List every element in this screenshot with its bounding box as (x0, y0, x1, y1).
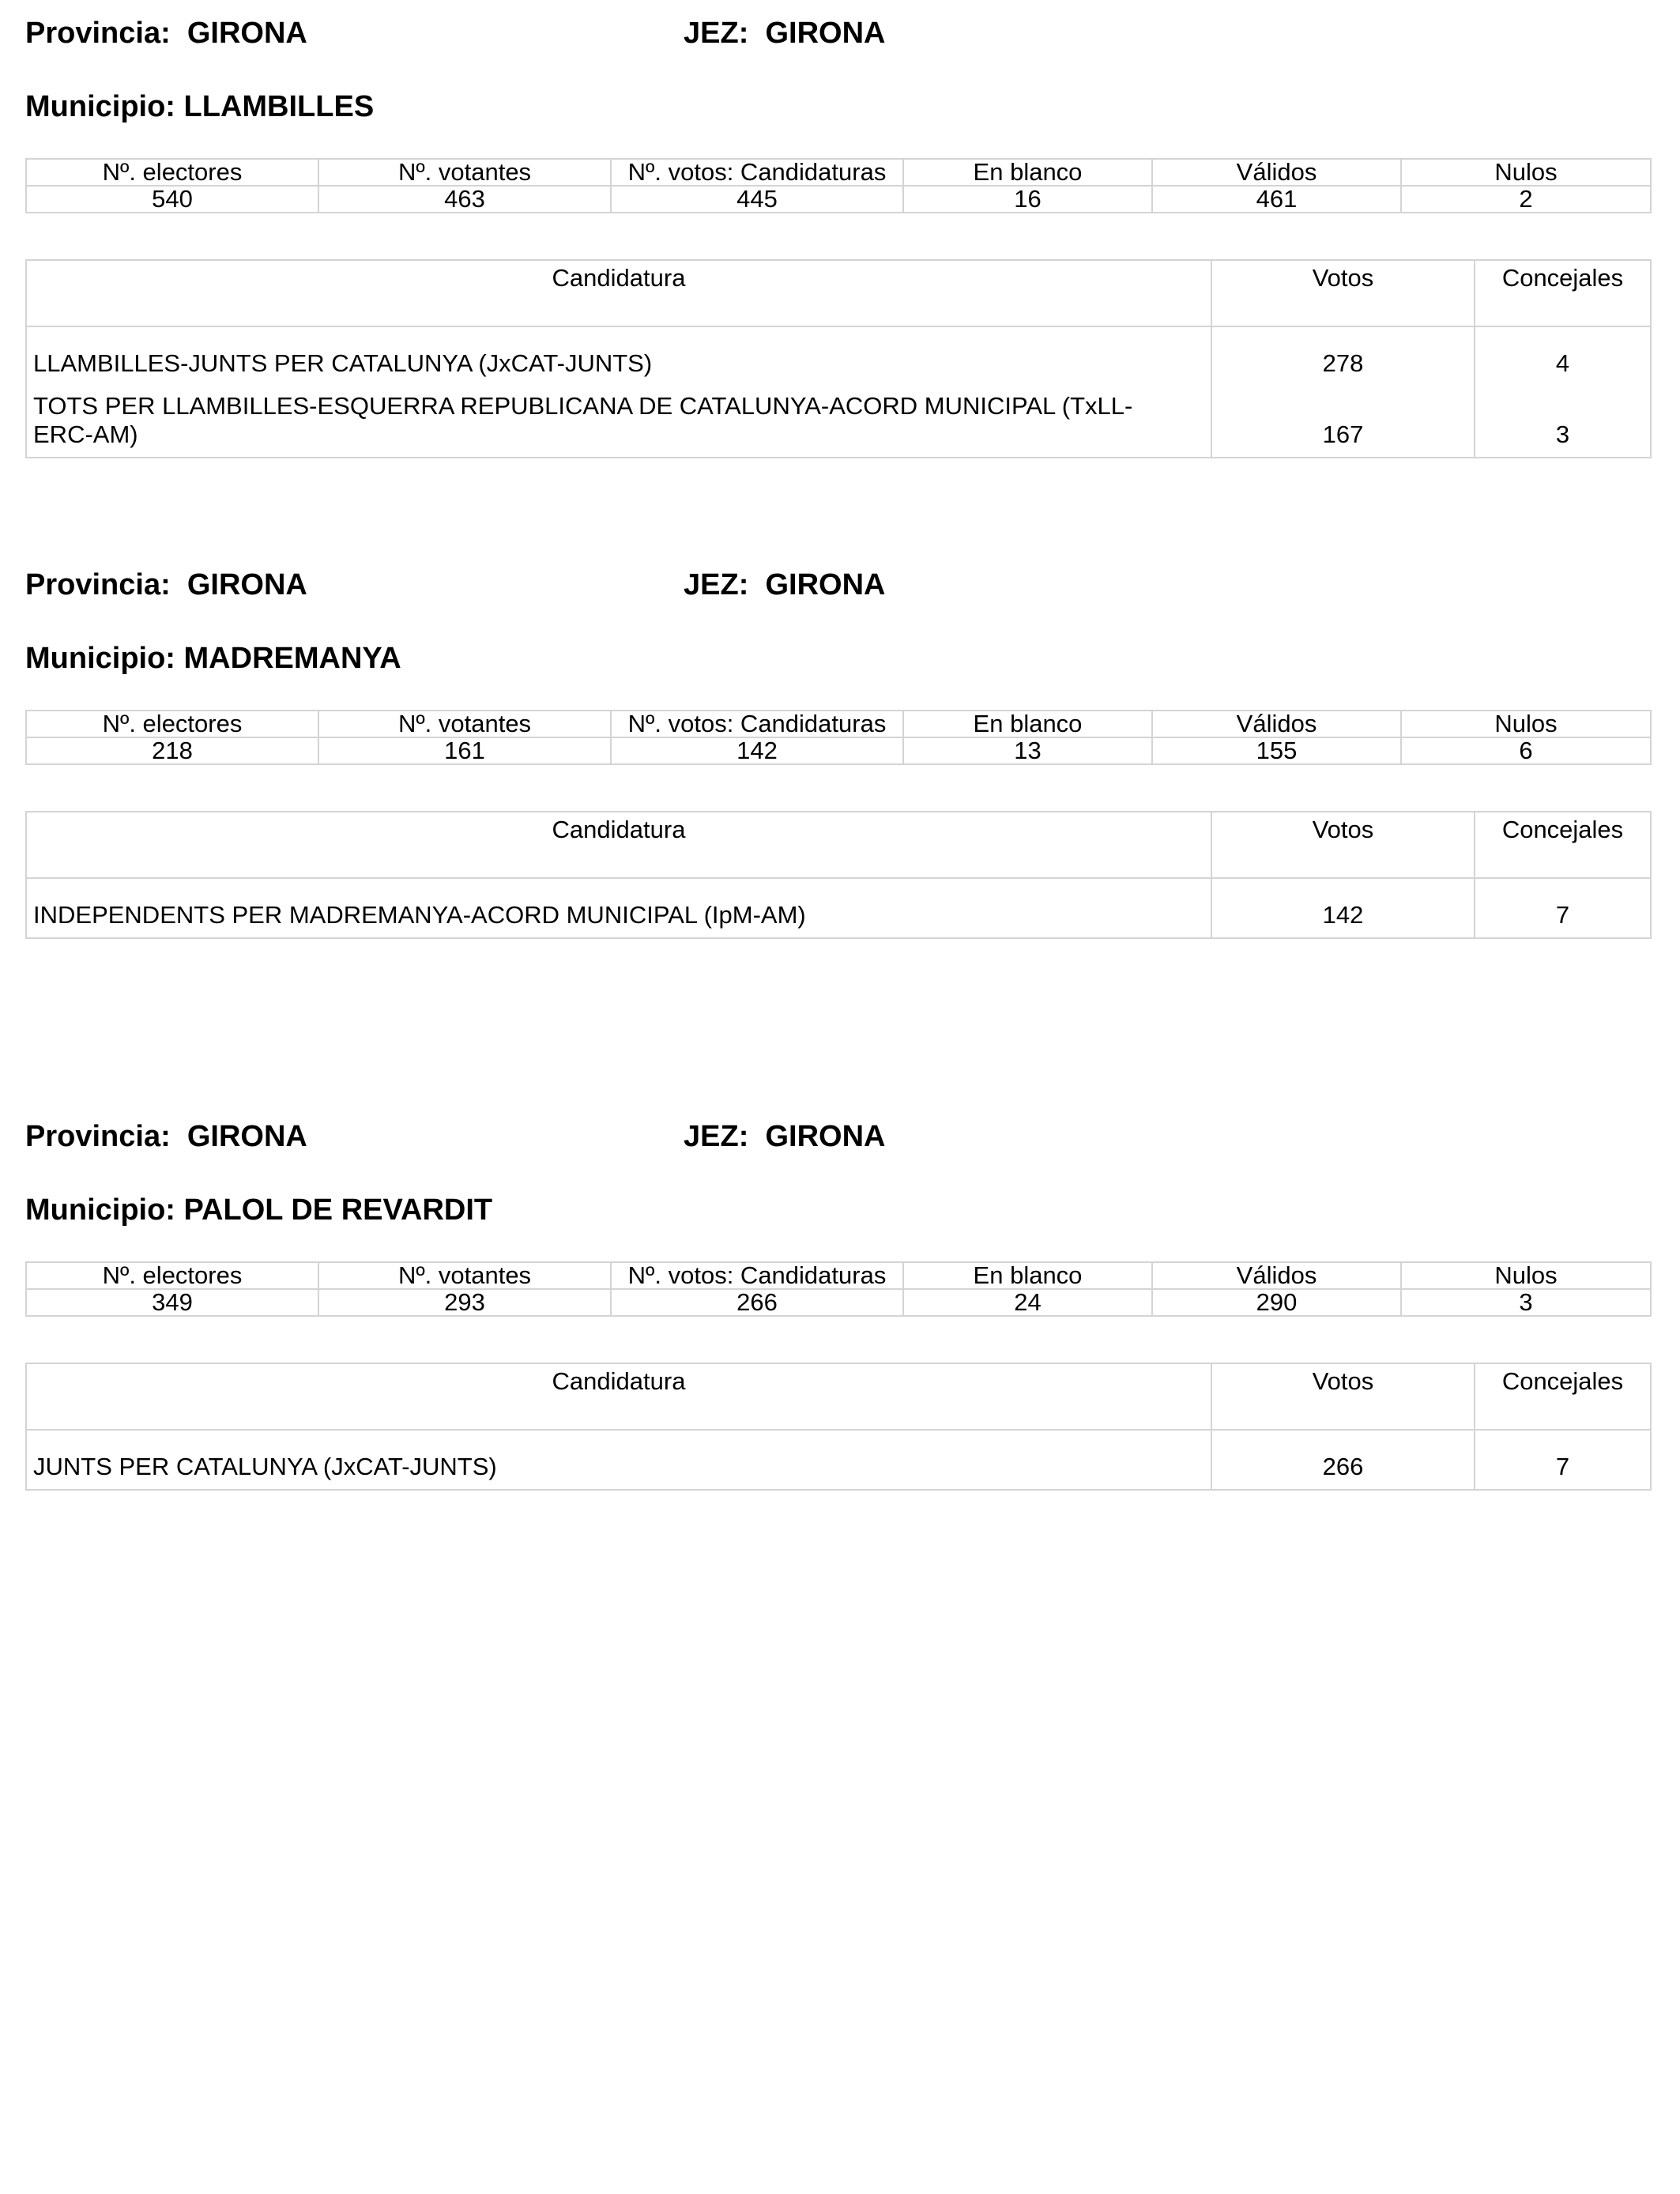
municipio-label: Municipio: (25, 1193, 175, 1227)
stats-header-en-blanco: En blanco (903, 711, 1152, 737)
stats-header-votos-candidaturas: Nº. votos: Candidaturas (611, 159, 903, 186)
cand-concejales: 4 (1475, 326, 1651, 386)
provincia-value: GIRONA (186, 17, 307, 50)
stats-header-votos-candidaturas: Nº. votos: Candidaturas (611, 711, 903, 737)
jez-line (684, 1119, 885, 1154)
stats-table (25, 710, 1652, 765)
jez-label: JEZ: (684, 17, 749, 50)
provincia-value: GIRONA (186, 1120, 307, 1153)
stats-value-electores: 349 (26, 1289, 318, 1316)
provincia-label: Provincia: (25, 17, 171, 50)
cand-name: INDEPENDENTS PER MADREMANYA-ACORD MUNICIPAL (IpM-AM) (26, 878, 1211, 938)
provincia-value: GIRONA (186, 568, 307, 601)
stats-header-nulos: Nulos (1401, 159, 1651, 186)
provincia-label: Provincia: (25, 1120, 171, 1153)
stats-value-nulos: 6 (1401, 737, 1651, 764)
cand-header-candidatura: Candidatura (26, 260, 1211, 326)
stats-table (25, 1261, 1652, 1317)
candidaturas-table (25, 811, 1652, 939)
municipio-value: LLAMBILLES (183, 90, 375, 123)
cand-header-candidatura: Candidatura (26, 1363, 1211, 1430)
jez-value: GIRONA (765, 1120, 886, 1153)
stats-value-votantes: 463 (318, 186, 611, 213)
municipio-line (25, 641, 401, 676)
cand-header-votos: Votos (1211, 260, 1475, 326)
cand-concejales: 7 (1475, 878, 1651, 938)
stats-header-en-blanco: En blanco (903, 159, 1152, 186)
stats-value-row (26, 737, 1651, 764)
stats-header-row (26, 711, 1651, 737)
jez-value: GIRONA (765, 17, 886, 50)
cand-header-concejales: Concejales (1475, 260, 1651, 326)
stats-value-votos-candidaturas: 266 (611, 1289, 903, 1316)
stats-header-nulos: Nulos (1401, 1262, 1651, 1289)
cand-votos: 266 (1211, 1430, 1475, 1490)
cand-votos: 167 (1211, 386, 1475, 458)
cand-header-row (26, 812, 1651, 878)
stats-header-votantes: Nº. votantes (318, 711, 611, 737)
stats-value-votos-candidaturas: 142 (611, 737, 903, 764)
stats-header-votos-candidaturas: Nº. votos: Candidaturas (611, 1262, 903, 1289)
stats-header-row (26, 1262, 1651, 1289)
cand-name: LLAMBILLES-JUNTS PER CATALUNYA (JxCAT-JUNTS) (26, 326, 1211, 386)
stats-header-row (26, 159, 1651, 186)
stats-header-nulos: Nulos (1401, 711, 1651, 737)
jez-label: JEZ: (684, 568, 749, 601)
provincia-line (25, 1119, 307, 1154)
provincia-line (25, 567, 307, 602)
stats-value-en-blanco: 13 (903, 737, 1152, 764)
cand-row (26, 386, 1651, 458)
stats-value-validos: 155 (1152, 737, 1401, 764)
stats-header-validos: Válidos (1152, 159, 1401, 186)
stats-header-electores: Nº. electores (26, 159, 318, 186)
stats-value-validos: 461 (1152, 186, 1401, 213)
jez-value: GIRONA (765, 568, 886, 601)
stats-header-validos: Válidos (1152, 1262, 1401, 1289)
stats-header-electores: Nº. electores (26, 711, 318, 737)
stats-value-nulos: 3 (1401, 1289, 1651, 1316)
stats-value-votantes: 161 (318, 737, 611, 764)
stats-header-en-blanco: En blanco (903, 1262, 1152, 1289)
cand-name: TOTS PER LLAMBILLES-ESQUERRA REPUBLICANA DE CATALUNYA-ACORD MUNICIPAL (TxLL-ERC-AM) (26, 386, 1211, 458)
stats-header-validos: Válidos (1152, 711, 1401, 737)
cand-header-votos: Votos (1211, 1363, 1475, 1430)
stats-table (25, 158, 1652, 213)
stats-value-electores: 218 (26, 737, 318, 764)
cand-header-votos: Votos (1211, 812, 1475, 878)
municipio-value: MADREMANYA (183, 642, 401, 675)
municipio-value: PALOL DE REVARDIT (183, 1193, 493, 1227)
stats-value-row (26, 186, 1651, 213)
cand-row (26, 326, 1651, 386)
cand-header-candidatura: Candidatura (26, 812, 1211, 878)
cand-header-concejales: Concejales (1475, 1363, 1651, 1430)
stats-value-votos-candidaturas: 445 (611, 186, 903, 213)
cand-row (26, 878, 1651, 938)
stats-value-en-blanco: 16 (903, 186, 1152, 213)
jez-line (684, 567, 885, 602)
municipio-label: Municipio: (25, 642, 175, 675)
stats-value-electores: 540 (26, 186, 318, 213)
stats-value-nulos: 2 (1401, 186, 1651, 213)
cand-header-concejales: Concejales (1475, 812, 1651, 878)
stats-value-votantes: 293 (318, 1289, 611, 1316)
stats-value-en-blanco: 24 (903, 1289, 1152, 1316)
cand-votos: 142 (1211, 878, 1475, 938)
cand-name: JUNTS PER CATALUNYA (JxCAT-JUNTS) (26, 1430, 1211, 1490)
jez-line (684, 16, 885, 51)
cand-header-row (26, 1363, 1651, 1430)
provincia-label: Provincia: (25, 568, 171, 601)
jez-label: JEZ: (684, 1120, 749, 1153)
stats-value-validos: 290 (1152, 1289, 1401, 1316)
cand-votos: 278 (1211, 326, 1475, 386)
cand-concejales: 7 (1475, 1430, 1651, 1490)
stats-header-votantes: Nº. votantes (318, 1262, 611, 1289)
provincia-line (25, 16, 307, 51)
cand-header-row (26, 260, 1651, 326)
stats-header-votantes: Nº. votantes (318, 159, 611, 186)
candidaturas-table (25, 1363, 1652, 1491)
municipio-line (25, 1193, 492, 1227)
municipio-line (25, 89, 374, 124)
cand-concejales: 3 (1475, 386, 1651, 458)
stats-header-electores: Nº. electores (26, 1262, 318, 1289)
candidaturas-table (25, 259, 1652, 458)
cand-row (26, 1430, 1651, 1490)
municipio-label: Municipio: (25, 90, 175, 123)
stats-value-row (26, 1289, 1651, 1316)
